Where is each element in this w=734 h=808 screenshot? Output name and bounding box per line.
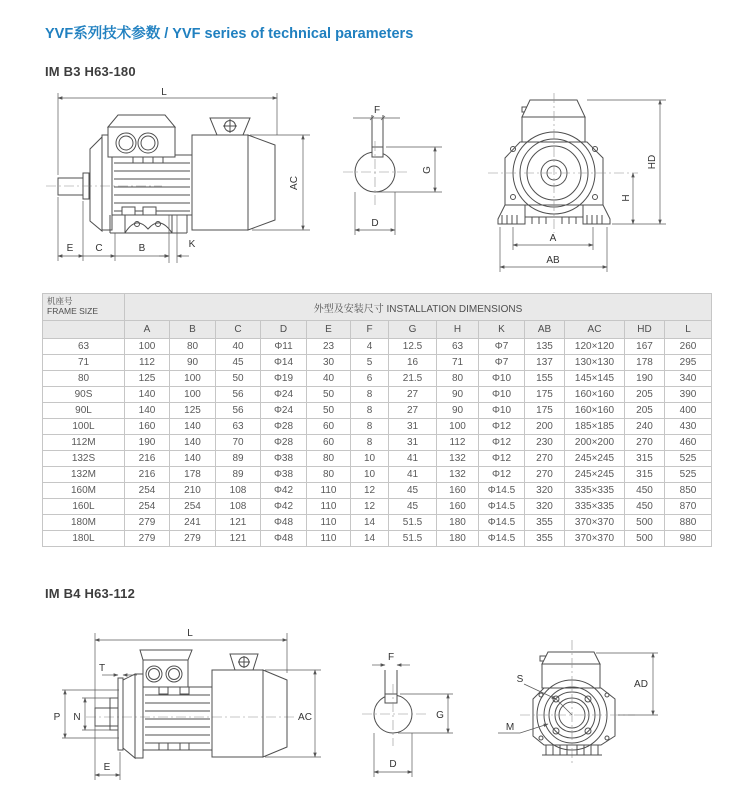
dimension-cell: Φ12 bbox=[479, 435, 525, 451]
dimension-cell: 205 bbox=[625, 403, 665, 419]
dim-label-S: S bbox=[516, 674, 524, 685]
frame-size-header bbox=[43, 294, 125, 321]
dimension-cell: 335×335 bbox=[565, 483, 625, 499]
page-title: YVF系列技术参数 / YVF series of technical parameters bbox=[45, 26, 414, 42]
dimension-cell: 980 bbox=[665, 531, 712, 547]
dimensions-header: 外型及安装尺寸 INSTALLATION DIMENSIONS bbox=[125, 294, 712, 321]
dimension-cell: 850 bbox=[665, 483, 712, 499]
dimension-cell: 135 bbox=[525, 339, 565, 355]
frame-size-cell: 160M bbox=[43, 483, 125, 499]
dimension-cell: 355 bbox=[525, 531, 565, 547]
dim-label-AC: AC bbox=[289, 176, 300, 190]
column-header: F bbox=[351, 321, 389, 339]
dimension-cell: 110 bbox=[307, 483, 351, 499]
dimension-cell: Φ12 bbox=[479, 419, 525, 435]
dimension-cell: 100 bbox=[170, 371, 216, 387]
dimension-cell: 60 bbox=[307, 419, 351, 435]
dimension-cell: 270 bbox=[525, 467, 565, 483]
dimension-cell: 50 bbox=[307, 387, 351, 403]
b3-front-view-diagram bbox=[480, 85, 710, 280]
mounting-feet bbox=[110, 215, 187, 233]
dimension-cell: 315 bbox=[625, 467, 665, 483]
dimension-cell: 50 bbox=[307, 403, 351, 419]
dim-label-H: H bbox=[621, 194, 632, 202]
dimension-cell: 279 bbox=[170, 531, 216, 547]
dim-label-F2: F bbox=[387, 652, 395, 663]
section-heading-b3: IM B3 H63-180 bbox=[45, 64, 136, 79]
column-header-spacer bbox=[43, 321, 125, 339]
table-row bbox=[43, 339, 712, 355]
dimension-cell: 125 bbox=[170, 403, 216, 419]
dimension-cell: 400 bbox=[665, 403, 712, 419]
dimension-cell: Φ24 bbox=[261, 403, 307, 419]
dimension-cell: 50 bbox=[216, 371, 261, 387]
dimension-cell: 31 bbox=[389, 435, 437, 451]
table-row bbox=[43, 499, 712, 515]
dimension-cell: 254 bbox=[125, 483, 170, 499]
frame-size-cell: 112M bbox=[43, 435, 125, 451]
frame-size-cell: 63 bbox=[43, 339, 125, 355]
dimension-cell: 21.5 bbox=[389, 371, 437, 387]
table-row bbox=[43, 387, 712, 403]
dimension-cell: 240 bbox=[625, 419, 665, 435]
dimension-cell: 41 bbox=[389, 451, 437, 467]
dim-label-G2: G bbox=[436, 710, 444, 721]
shaft-section bbox=[343, 115, 409, 205]
dimension-cell: 270 bbox=[525, 451, 565, 467]
dimension-cell: 8 bbox=[351, 387, 389, 403]
dimension-cell: 200×200 bbox=[565, 435, 625, 451]
dimension-cell: 63 bbox=[216, 419, 261, 435]
dimension-cell: 90 bbox=[437, 387, 479, 403]
dimension-cell: Φ38 bbox=[261, 451, 307, 467]
dimension-cell: 160×160 bbox=[565, 387, 625, 403]
dimension-cell: 14 bbox=[351, 515, 389, 531]
dimension-cell: 270 bbox=[625, 435, 665, 451]
dimension-cell: 210 bbox=[170, 483, 216, 499]
dimension-cell: 390 bbox=[665, 387, 712, 403]
dimension-cell: 63 bbox=[437, 339, 479, 355]
dimension-cell: Φ10 bbox=[479, 371, 525, 387]
frame-size-cell: 71 bbox=[43, 355, 125, 371]
dimension-cell: 320 bbox=[525, 499, 565, 515]
table-row bbox=[43, 451, 712, 467]
section-heading-b4: IM B4 H63-112 bbox=[45, 586, 136, 601]
column-header: A bbox=[125, 321, 170, 339]
dimension-cell: 27 bbox=[389, 403, 437, 419]
column-header: L bbox=[665, 321, 712, 339]
column-header: AC bbox=[565, 321, 625, 339]
dimension-cell: 155 bbox=[525, 371, 565, 387]
dimension-cell: 880 bbox=[665, 515, 712, 531]
dimension-cell: 230 bbox=[525, 435, 565, 451]
dimension-cell: 12 bbox=[351, 483, 389, 499]
dimension-cell: 140 bbox=[125, 403, 170, 419]
dimension-cell: 279 bbox=[125, 515, 170, 531]
frame-size-en: FRAME SIZE bbox=[47, 306, 99, 316]
dimension-cell: 51.5 bbox=[389, 531, 437, 547]
dimension-cell: 40 bbox=[307, 371, 351, 387]
dimension-cell: 254 bbox=[170, 499, 216, 515]
dimension-cell: 180 bbox=[437, 531, 479, 547]
dimension-cell: 190 bbox=[625, 371, 665, 387]
dimension-cell: 320 bbox=[525, 483, 565, 499]
dim-label-D: D bbox=[371, 218, 379, 229]
dimension-cell: 70 bbox=[216, 435, 261, 451]
dimension-cell: 500 bbox=[625, 531, 665, 547]
frame-size-cell: 132S bbox=[43, 451, 125, 467]
dimension-cell: 16 bbox=[389, 355, 437, 371]
motor-side-outline bbox=[46, 115, 275, 233]
dimension-cell: 108 bbox=[216, 483, 261, 499]
dimension-cell: Φ7 bbox=[479, 355, 525, 371]
dimension-cell: 525 bbox=[665, 467, 712, 483]
dimension-cell: 295 bbox=[665, 355, 712, 371]
dim-label-D2: D bbox=[389, 759, 397, 770]
dimension-cell: 190 bbox=[125, 435, 170, 451]
dimension-cell: 23 bbox=[307, 339, 351, 355]
dimension-cell: 80 bbox=[307, 467, 351, 483]
table-row bbox=[43, 371, 712, 387]
dimension-cell: 14 bbox=[351, 531, 389, 547]
dimension-cell: 60 bbox=[307, 435, 351, 451]
dim-label-T: T bbox=[98, 663, 106, 674]
dimension-cell: 200 bbox=[525, 419, 565, 435]
dimension-cell: Φ14.5 bbox=[479, 515, 525, 531]
table-row bbox=[43, 403, 712, 419]
dimension-cell: 500 bbox=[625, 515, 665, 531]
dimension-cell: 160 bbox=[437, 499, 479, 515]
dim-label-E: E bbox=[66, 243, 74, 254]
dimension-cell: 335×335 bbox=[565, 499, 625, 515]
dimension-cell: 8 bbox=[351, 403, 389, 419]
table-row bbox=[43, 435, 712, 451]
dim-label-E2: E bbox=[103, 762, 111, 773]
b3-shaft-dimensions bbox=[353, 105, 442, 235]
dimension-cell: 175 bbox=[525, 387, 565, 403]
dimension-cell: 140 bbox=[125, 387, 170, 403]
dimension-cell: 100 bbox=[125, 339, 170, 355]
dimension-cell: 80 bbox=[307, 451, 351, 467]
dimension-cell: 45 bbox=[216, 355, 261, 371]
column-header: HD bbox=[625, 321, 665, 339]
dim-label-F: F bbox=[373, 105, 381, 116]
dim-label-HD: HD bbox=[647, 154, 658, 170]
dimension-cell: 178 bbox=[170, 467, 216, 483]
dimension-cell: 160 bbox=[125, 419, 170, 435]
column-header-row bbox=[43, 321, 712, 339]
dimension-cell: Φ14.5 bbox=[479, 531, 525, 547]
motor-front-outline bbox=[488, 93, 638, 233]
dimension-cell: 90 bbox=[170, 355, 216, 371]
fan-cowl-b4 bbox=[212, 670, 287, 757]
dimension-cell: 40 bbox=[216, 339, 261, 355]
flange-front-outline bbox=[520, 640, 635, 765]
dimension-cell: Φ28 bbox=[261, 435, 307, 451]
dimension-cell: 140 bbox=[170, 435, 216, 451]
dimension-cell: 89 bbox=[216, 467, 261, 483]
dimension-cell: 870 bbox=[665, 499, 712, 515]
dimension-cell: Φ19 bbox=[261, 371, 307, 387]
table-row bbox=[43, 483, 712, 499]
dimension-cell: 370×370 bbox=[565, 531, 625, 547]
frame-size-cell: 160L bbox=[43, 499, 125, 515]
dimension-cell: 245×245 bbox=[565, 451, 625, 467]
lifting-lug bbox=[210, 118, 250, 135]
dimension-cell: 370×370 bbox=[565, 515, 625, 531]
installation-dimensions-table bbox=[42, 293, 712, 547]
dimension-cell: 56 bbox=[216, 387, 261, 403]
dimension-cell: Φ10 bbox=[479, 403, 525, 419]
dimension-cell: Φ42 bbox=[261, 499, 307, 515]
dimension-cell: 10 bbox=[351, 451, 389, 467]
terminal-box-b4 bbox=[140, 650, 192, 687]
dimension-cell: 430 bbox=[665, 419, 712, 435]
dim-label-M: M bbox=[505, 722, 515, 733]
dimension-cell: 100 bbox=[170, 387, 216, 403]
dim-label-A: A bbox=[549, 233, 557, 244]
table-row bbox=[43, 419, 712, 435]
dimension-cell: 167 bbox=[625, 339, 665, 355]
dimension-cell: 355 bbox=[525, 515, 565, 531]
dimension-cell: Φ10 bbox=[479, 387, 525, 403]
dimension-cell: 110 bbox=[307, 531, 351, 547]
cooling-fins bbox=[114, 163, 190, 211]
frame-size-cell: 90S bbox=[43, 387, 125, 403]
dimension-cell: 160×160 bbox=[565, 403, 625, 419]
dim-label-AC2: AC bbox=[298, 712, 312, 723]
dimension-cell: 4 bbox=[351, 339, 389, 355]
dimension-cell: 12 bbox=[351, 499, 389, 515]
dimension-cell: Φ12 bbox=[479, 451, 525, 467]
dimension-cell: 110 bbox=[307, 515, 351, 531]
dimension-cell: 121 bbox=[216, 515, 261, 531]
dimension-cell: 89 bbox=[216, 451, 261, 467]
table-row bbox=[43, 467, 712, 483]
dimension-cell: 80 bbox=[437, 371, 479, 387]
frame-size-cell: 180M bbox=[43, 515, 125, 531]
dim-label-L: L bbox=[161, 87, 167, 98]
dimension-cell: 130×130 bbox=[565, 355, 625, 371]
dimension-cell: 180 bbox=[437, 515, 479, 531]
dimension-cell: 121 bbox=[216, 531, 261, 547]
dimension-cell: 5 bbox=[351, 355, 389, 371]
dimension-cell: 460 bbox=[665, 435, 712, 451]
dimension-cell: 185×185 bbox=[565, 419, 625, 435]
dim-label-B: B bbox=[138, 243, 146, 254]
dimension-cell: 137 bbox=[525, 355, 565, 371]
column-header: C bbox=[216, 321, 261, 339]
b3-side-dimensions bbox=[58, 87, 310, 263]
fan-cowl bbox=[192, 135, 275, 230]
dimension-cell: Φ11 bbox=[261, 339, 307, 355]
dim-label-AD: AD bbox=[634, 679, 648, 690]
dimension-cell: Φ14.5 bbox=[479, 483, 525, 499]
dimension-cell: 112 bbox=[437, 435, 479, 451]
dimension-cell: 160 bbox=[437, 483, 479, 499]
frame-size-cell: 80 bbox=[43, 371, 125, 387]
dimension-cell: 340 bbox=[665, 371, 712, 387]
frame-size-cell: 90L bbox=[43, 403, 125, 419]
dimension-cell: 205 bbox=[625, 387, 665, 403]
dimension-cell: 260 bbox=[665, 339, 712, 355]
dimension-cell: 279 bbox=[125, 531, 170, 547]
dimension-cell: 315 bbox=[625, 451, 665, 467]
dimension-cell: 216 bbox=[125, 467, 170, 483]
dimension-cell: 8 bbox=[351, 435, 389, 451]
frame-size-cell: 180L bbox=[43, 531, 125, 547]
dimension-cell: 80 bbox=[170, 339, 216, 355]
dimension-cell: 140 bbox=[170, 419, 216, 435]
column-header: G bbox=[389, 321, 437, 339]
column-header: E bbox=[307, 321, 351, 339]
dimension-cell: 51.5 bbox=[389, 515, 437, 531]
dimension-cell: 90 bbox=[437, 403, 479, 419]
dimension-cell: 8 bbox=[351, 419, 389, 435]
dimension-cell: 254 bbox=[125, 499, 170, 515]
dimension-cell: Φ12 bbox=[479, 467, 525, 483]
dimension-cell: Φ14.5 bbox=[479, 499, 525, 515]
motor-side-outline-b4 bbox=[86, 650, 295, 758]
column-header: AB bbox=[525, 321, 565, 339]
dimension-cell: 140 bbox=[170, 451, 216, 467]
dimension-cell: Φ24 bbox=[261, 387, 307, 403]
dimension-cell: 41 bbox=[389, 467, 437, 483]
dimension-cell: 100 bbox=[437, 419, 479, 435]
dimension-cell: 132 bbox=[437, 451, 479, 467]
cooling-fins-b4 bbox=[145, 695, 210, 743]
dimension-cell: 12.5 bbox=[389, 339, 437, 355]
dimension-cell: 120×120 bbox=[565, 339, 625, 355]
column-header: D bbox=[261, 321, 307, 339]
dimension-cell: Φ14 bbox=[261, 355, 307, 371]
terminal-box bbox=[108, 115, 175, 157]
frame-size-cn: 机座号 bbox=[47, 296, 73, 307]
dimension-cell: 145×145 bbox=[565, 371, 625, 387]
dimension-cell: Φ7 bbox=[479, 339, 525, 355]
dimension-cell: 112 bbox=[125, 355, 170, 371]
dimension-cell: 45 bbox=[389, 483, 437, 499]
column-header: K bbox=[479, 321, 525, 339]
b3-side-view-diagram bbox=[40, 85, 330, 275]
dimension-cell: 450 bbox=[625, 499, 665, 515]
dimension-cell: 178 bbox=[625, 355, 665, 371]
dimension-cell: 31 bbox=[389, 419, 437, 435]
dim-label-G: G bbox=[422, 166, 433, 174]
dimension-cell: 132 bbox=[437, 467, 479, 483]
frame-size-cell: 100L bbox=[43, 419, 125, 435]
dimension-cell: 450 bbox=[625, 483, 665, 499]
table-row bbox=[43, 515, 712, 531]
dimension-cell: 30 bbox=[307, 355, 351, 371]
dimension-cell: 125 bbox=[125, 371, 170, 387]
column-header: H bbox=[437, 321, 479, 339]
table-body bbox=[43, 339, 712, 547]
table-row bbox=[43, 355, 712, 371]
b4-side-view-diagram bbox=[40, 618, 350, 808]
dimension-cell: 525 bbox=[665, 451, 712, 467]
dimension-cell: 110 bbox=[307, 499, 351, 515]
dim-label-N: N bbox=[73, 712, 81, 723]
dim-label-K: K bbox=[188, 239, 196, 250]
table-header-row bbox=[43, 294, 712, 321]
dimension-cell: 56 bbox=[216, 403, 261, 419]
dimension-cell: 27 bbox=[389, 387, 437, 403]
dimension-cell: 10 bbox=[351, 467, 389, 483]
dimension-cell: 245×245 bbox=[565, 467, 625, 483]
dimension-cell: 45 bbox=[389, 499, 437, 515]
dim-label-P: P bbox=[53, 712, 61, 723]
b3-shaft-view-diagram bbox=[330, 85, 480, 245]
dimension-cell: 241 bbox=[170, 515, 216, 531]
dimension-cell: Φ48 bbox=[261, 515, 307, 531]
dimension-cell: 6 bbox=[351, 371, 389, 387]
dimension-cell: 71 bbox=[437, 355, 479, 371]
lifting-lug-b4 bbox=[230, 654, 258, 670]
dim-label-C: C bbox=[95, 243, 103, 254]
frame-size-cell: 132M bbox=[43, 467, 125, 483]
column-header: B bbox=[170, 321, 216, 339]
dimension-cell: Φ38 bbox=[261, 467, 307, 483]
dimension-cell: Φ28 bbox=[261, 419, 307, 435]
dimension-cell: Φ48 bbox=[261, 531, 307, 547]
b4-front-view-diagram bbox=[490, 620, 734, 808]
dimension-cell: Φ42 bbox=[261, 483, 307, 499]
b4-shaft-dimensions bbox=[372, 652, 453, 777]
dim-label-L2: L bbox=[187, 628, 193, 639]
dim-label-AB: AB bbox=[546, 255, 560, 266]
dimension-cell: 175 bbox=[525, 403, 565, 419]
table-row bbox=[43, 531, 712, 547]
shaft-section-b4 bbox=[362, 670, 428, 746]
dimension-cell: 108 bbox=[216, 499, 261, 515]
dimension-cell: 216 bbox=[125, 451, 170, 467]
